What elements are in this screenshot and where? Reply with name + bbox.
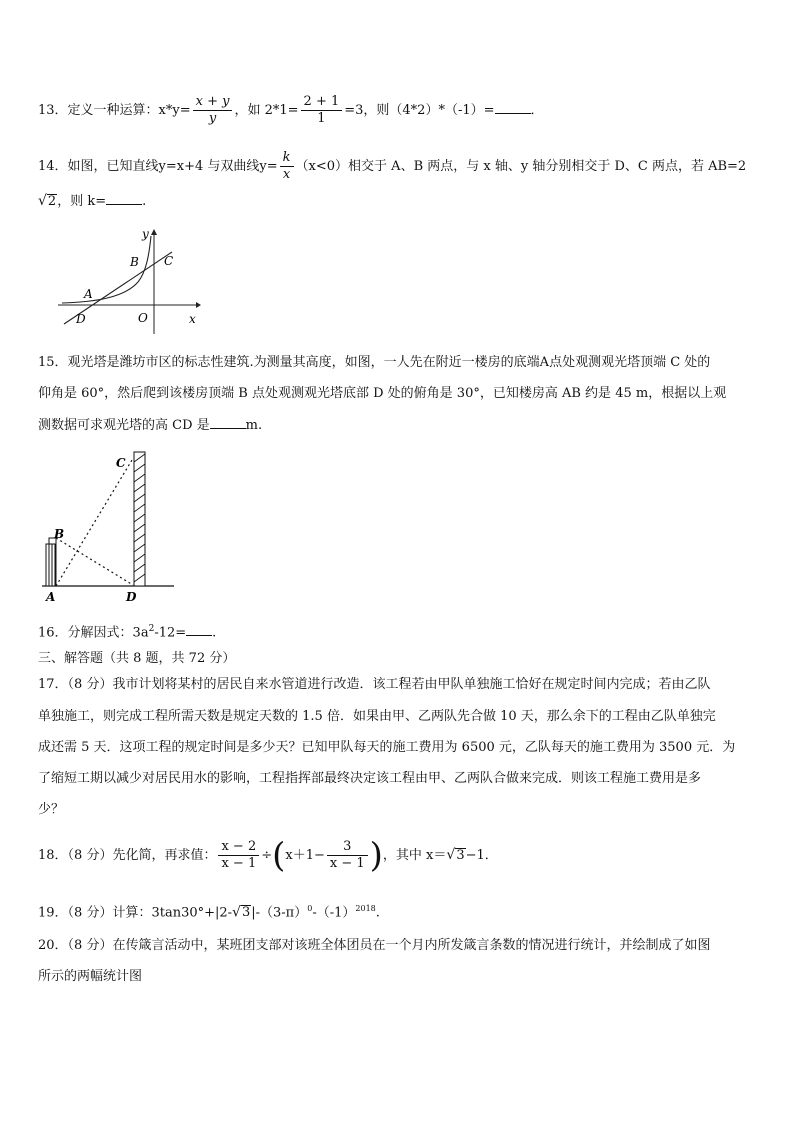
y-axis-arrow: [151, 229, 157, 235]
q13-text-post: =3，则（4*2）*（-1）=: [344, 103, 495, 118]
question-17-line5: 少？: [38, 802, 65, 817]
question-17-line4: 了缩短工期以减少对居民用水的影响，工程指挥部最终决定该工程由甲、乙两队合做来完成．则该工程施工费用是多: [38, 771, 702, 786]
q14-text-post: （x<0）相交于 A、B 两点，与 x 轴、y 轴分别相交于 D、C 两点，若 AB=2: [295, 159, 747, 174]
question-13: 13．定义一种运算：x*y= $\frac{x + y}{y}$ ，如 2*1= $\frac{2 + 1}{1}$ =3，则（4*2）*（-1）= ．: [38, 94, 544, 126]
fig14-label-O: O: [138, 311, 148, 325]
fig14-label-C: C: [164, 254, 174, 268]
q14-fraction: $\frac{k}{x}$: [280, 150, 294, 183]
question-18: 18．（8 分）先化简，再求值： $\frac{x - 2}{x - 1}$ ÷(x＋1− $\frac{3}{x - 1}$ )，其中 x＝√3−1．: [38, 835, 498, 876]
question-15-line3: 测数据可求观光塔的高 CD 是 m.: [38, 418, 263, 433]
sightline-A-to-C: [56, 460, 132, 586]
q13-fraction: $\frac{x + y}{y}$: [193, 94, 233, 127]
q13-example-fraction: $\frac{2 + 1}{1}$: [301, 94, 343, 127]
question-16: 16．分解因式：$3a^2-12=$ .: [38, 624, 217, 641]
fig15-label-D: D: [126, 590, 137, 604]
building-AB: [46, 538, 56, 586]
left-paren: (: [272, 835, 286, 876]
fig14-label-A: A: [84, 287, 93, 301]
right-paren: ): [369, 835, 383, 876]
figure-14-graph: [54, 226, 204, 338]
q13-text-mid: ，如 2*1=: [234, 103, 299, 118]
question-15-line1: 15．观光塔是潍坊市区的标志性建筑.为测量其高度，如图，一人先在附近一楼房的底端A点处观测观光塔顶端 C 处的: [38, 355, 711, 370]
hyperbola-branch: [62, 236, 151, 303]
question-20-line2: 所示的两幅统计图: [38, 969, 143, 984]
q14-sqrt-arg: 2: [47, 194, 57, 209]
q13-text-pre: 13．定义一种运算：x*y=: [38, 103, 191, 118]
question-14: [38, 150, 746, 183]
fig14-label-x: x: [189, 312, 196, 326]
q18-fraction-1: $\frac{x - 2}{x - 1}$: [218, 839, 259, 872]
answer-blank[interactable]: [495, 101, 531, 114]
question-17-line1: 17．（8 分）我市计划将某村的居民自来水管道进行改造．该工程若由甲队单独施工恰好在规定时间内完成；若由乙队: [38, 677, 711, 692]
x-axis-arrow: [196, 302, 201, 308]
tower-CD: [134, 452, 145, 586]
fig14-label-y: y: [142, 227, 149, 241]
sqrt-sign: √: [232, 904, 241, 921]
sqrt-sign: √: [38, 193, 47, 209]
question-15-line2: 仰角是 60°，然后爬到该楼房顶端 B 点处观测观光塔底部 D 处的俯角是 30°，已知楼房高 AB 约是 45 m，根据以上观: [38, 386, 727, 401]
question-20-line1: 20．（8 分）在传箴言活动中，某班团支部对该班全体团员在一个月内所发箴言条数的情况进行统计，并绘制成了如图: [38, 938, 711, 953]
answer-blank[interactable]: [210, 416, 246, 429]
fig15-label-A: A: [46, 590, 56, 604]
answer-blank[interactable]: [106, 192, 142, 205]
question-17-line3: 成还需 5 天．这项工程的规定时间是多少天？已知甲队每天的施工费用为 6500 元，乙队每天的施工费用为 3500 元．为: [38, 740, 736, 755]
sightline-B-to-D: [56, 538, 133, 585]
fig14-label-D: D: [76, 312, 86, 326]
answer-blank[interactable]: [186, 623, 212, 636]
question-17-line2: 单独施工，则完成工程所需天数是规定天数的 1.5 倍．如果由甲、乙两队先合做 10 天，那么余下的工程由乙队单独完: [38, 709, 716, 724]
fig15-label-B: B: [54, 527, 65, 541]
question-14-line2: √2，则 k= .: [38, 193, 147, 209]
figure-15-tower: [40, 448, 180, 604]
section-heading: 三、解答题（共 8 题，共 72 分）: [38, 651, 236, 666]
question-19: 19．（8 分）计算：$3\tan 30^\circ+|2-√3|-(3-\pi)^0-(-1)^{2018}$.: [38, 904, 380, 921]
fig15-label-C: C: [116, 456, 126, 470]
sqrt-sign: √: [446, 847, 456, 863]
q18-fraction-2: $\frac{3}{x - 1}$: [327, 839, 368, 872]
q14-text-pre: 14．如图，已知直线y=x+4 与双曲线y=: [38, 159, 278, 174]
fig14-label-B: B: [130, 255, 139, 269]
